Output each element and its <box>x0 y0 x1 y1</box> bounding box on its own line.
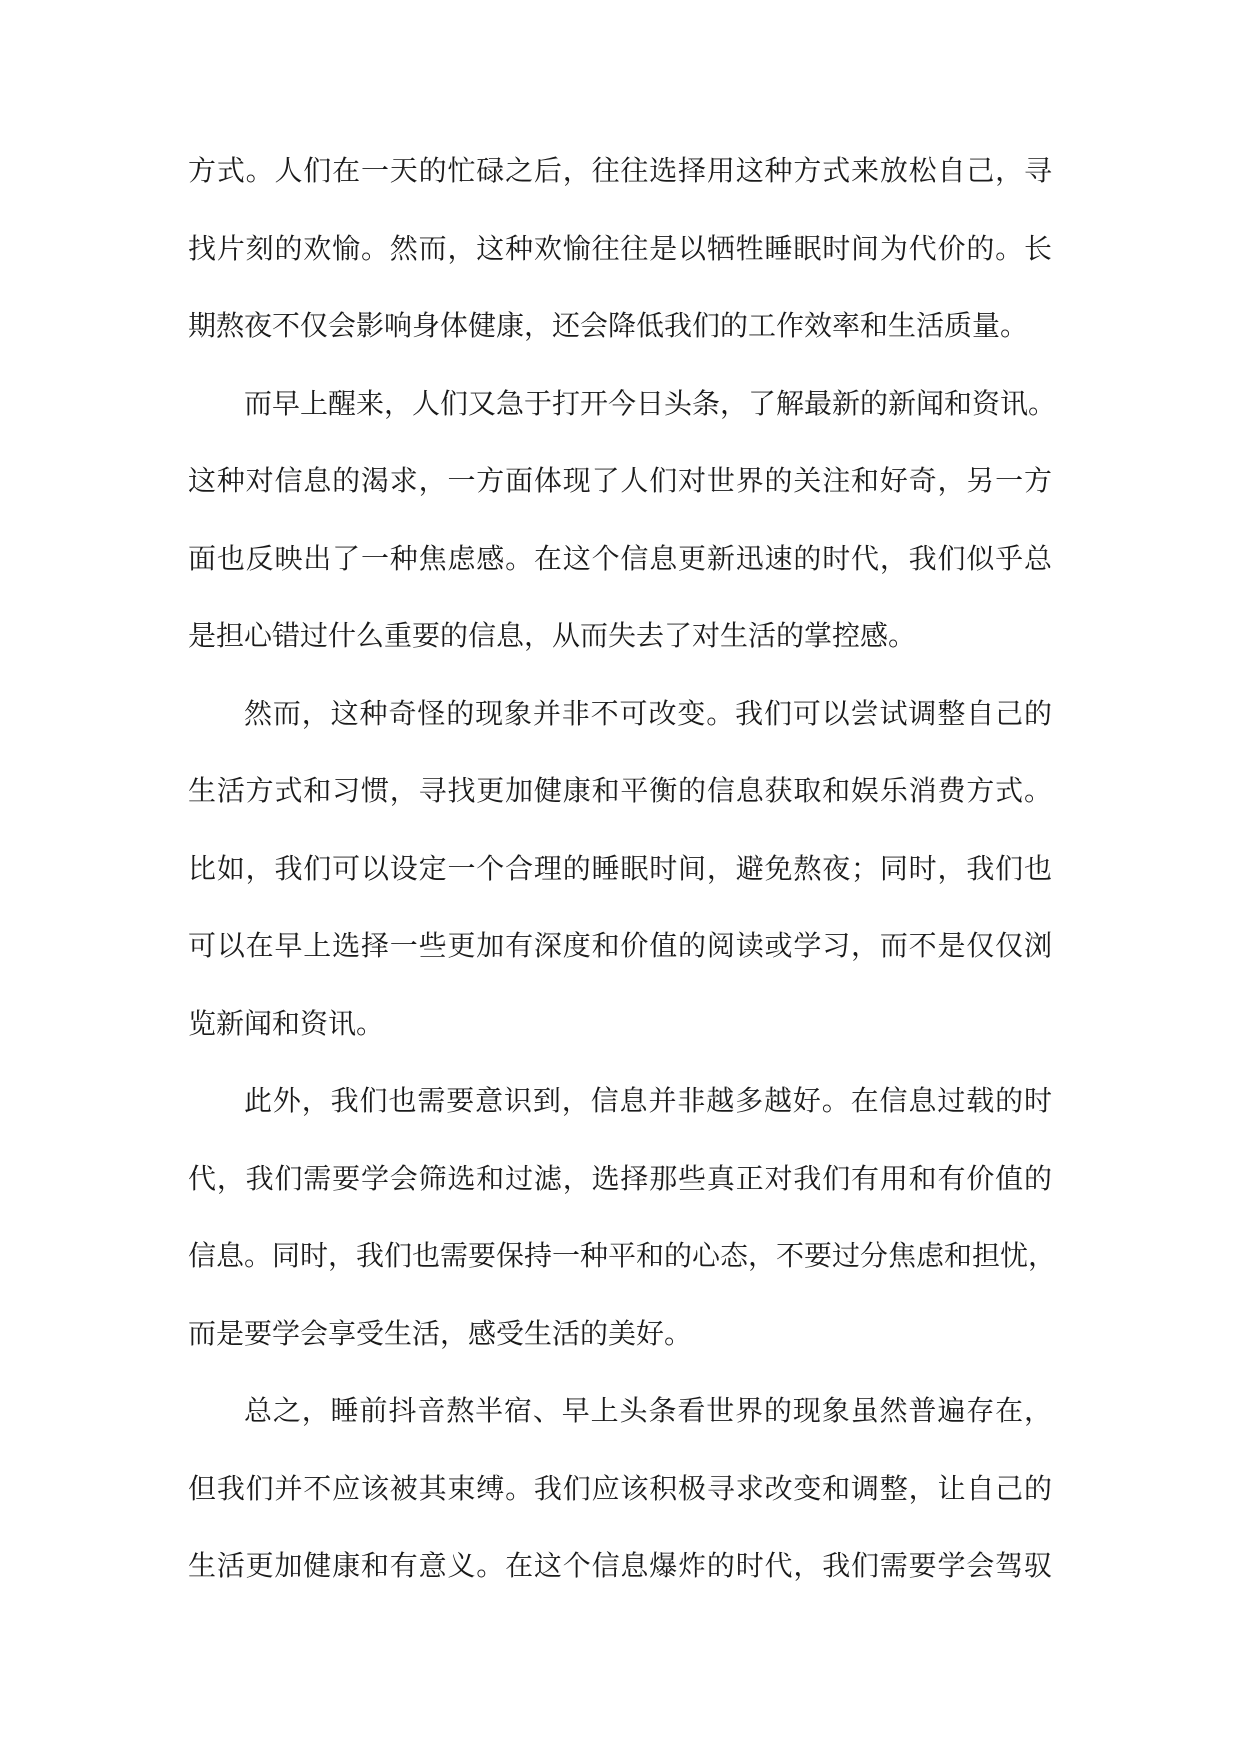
paragraph-first-line: 此外，我们也需要意识到，信息并非越多越好。在信息过载的时 <box>244 1084 1052 1117</box>
text-line: 期熬夜不仅会影响身体健康，还会降低我们的工作效率和生活质量。 <box>188 309 1029 342</box>
paragraph-first-line: 总之，睡前抖音熬半宿、早上头条看世界的现象虽然普遍存在， <box>244 1394 1052 1427</box>
paragraph-first-line: 然而，这种奇怪的现象并非不可改变。我们可以尝试调整自己的 <box>244 696 1052 730</box>
text-line: 面也反映出了一种焦虑感。在这个信息更新迅速的时代，我们似乎总 <box>188 541 1052 575</box>
text-line: 比如，我们可以设定一个合理的睡眠时间，避免熬夜；同时，我们也 <box>188 851 1052 885</box>
text-line: 这种对信息的渴求，一方面体现了人们对世界的关注和好奇，另一方 <box>188 464 1052 497</box>
text-line: 信息。同时，我们也需要保持一种平和的心态，不要过分焦虑和担忧， <box>188 1239 1057 1272</box>
text-line: 生活更加健康和有意义。在这个信息爆炸的时代，我们需要学会驾驭 <box>188 1549 1052 1582</box>
text-line: 方式。人们在一天的忙碌之后，往往选择用这种方式来放松自己，寻 <box>188 154 1052 187</box>
paragraph-last-line: 览新闻和资讯。 <box>188 1006 385 1040</box>
paragraph-last-line: 是担心错过什么重要的信息，从而失去了对生活的掌控感。 <box>188 619 917 652</box>
body-text <box>188 142 1057 1615</box>
paragraph-last-line: 而是要学会享受生活，感受生活的美好。 <box>188 1316 693 1350</box>
text-line: 生活方式和习惯，寻找更加健康和平衡的信息获取和娱乐消费方式。 <box>188 774 1052 807</box>
text-line: 可以在早上选择一些更加有深度和价值的阅读或学习，而不是仅仅浏 <box>188 929 1052 962</box>
text-line: 代，我们需要学会筛选和过滤，选择那些真正对我们有用和有价值的 <box>188 1161 1052 1195</box>
text-line: 但我们并不应该被其束缚。我们应该积极寻求改变和调整，让自己的 <box>188 1471 1052 1505</box>
text-line: 找片刻的欢愉。然而，这种欢愉往往是以牺牲睡眠时间为代价的。长 <box>188 231 1052 265</box>
paragraph-first-line: 而早上醒来，人们又急于打开今日头条，了解最新的新闻和资讯。 <box>244 386 1057 420</box>
